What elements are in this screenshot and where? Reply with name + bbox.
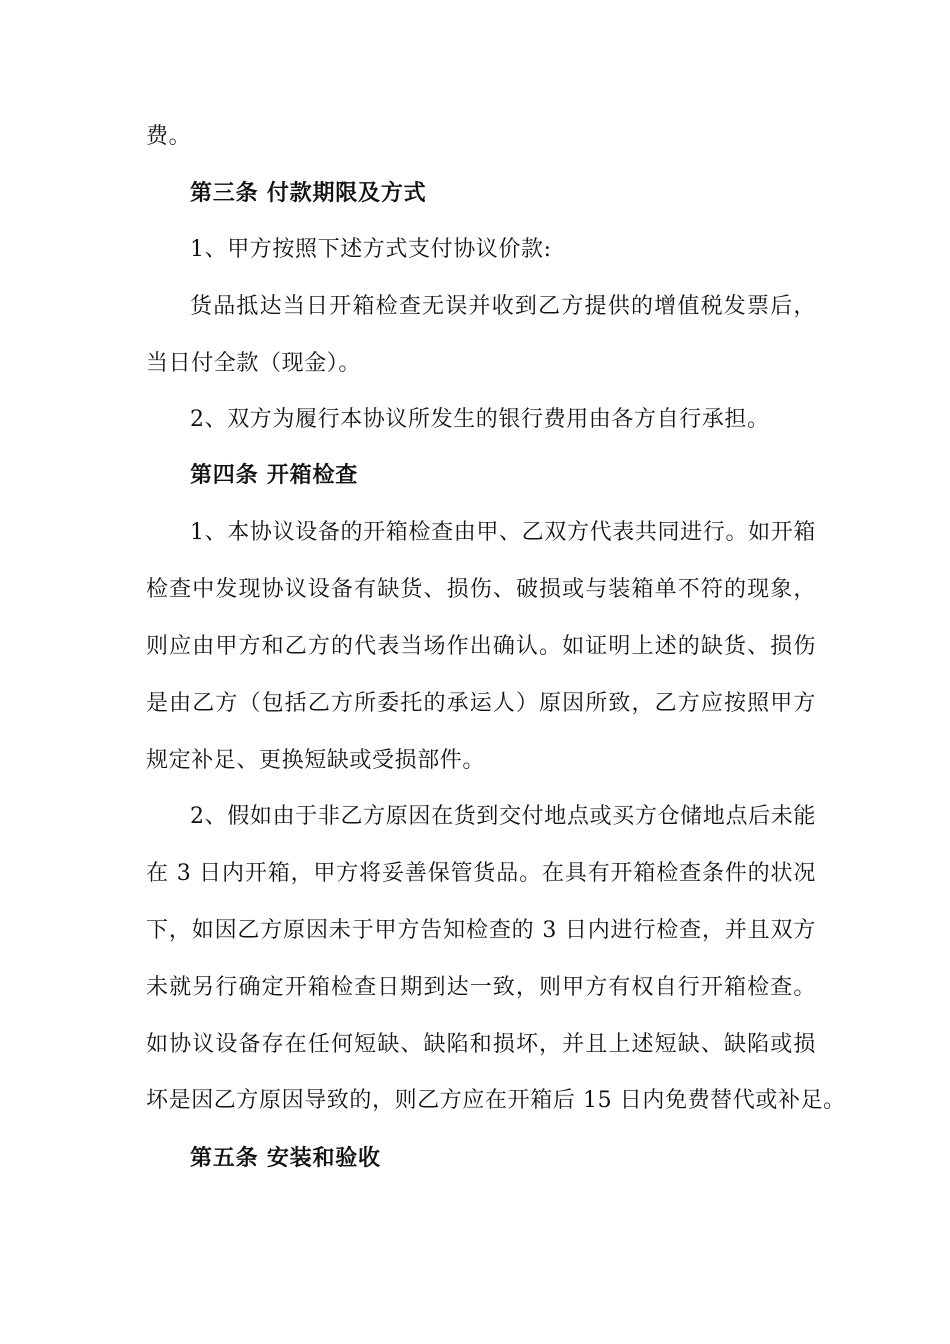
paragraph-line: 如协议设备存在任何短缺、缺陷和损坏，并且上述短缺、缺陷或损: [146, 1032, 816, 1057]
section-heading-article-5: 第五条 安装和验收: [190, 1145, 381, 1171]
paragraph-line: 费。: [146, 124, 192, 149]
paragraph-line: 2、假如由于非乙方原因在货到交付地点或买方仓储地点后未能: [190, 804, 816, 829]
paragraph-line: 2、双方为履行本协议所发生的银行费用由各方自行承担。: [190, 407, 770, 432]
paragraph-line: 1、甲方按照下述方式支付协议价款:: [190, 237, 552, 262]
paragraph-line: 1、本协议设备的开箱检查由甲、乙双方代表共同进行。如开箱: [190, 520, 816, 545]
paragraph-line: 下，如因乙方原因未于甲方告知检查的 3 日内进行检查，并且双方: [146, 918, 816, 943]
paragraph-line: 是由乙方（包括乙方所委托的承运人）原因所致，乙方应按照甲方: [146, 691, 816, 716]
section-heading-article-4: 第四条 开箱检查: [190, 462, 359, 488]
paragraph-line: 则应由甲方和乙方的代表当场作出确认。如证明上述的缺货、损伤: [146, 634, 816, 659]
section-heading-article-3: 第三条 付款期限及方式: [190, 180, 427, 206]
paragraph-line: 检查中发现协议设备有缺货、损伤、破损或与装箱单不符的现象，: [146, 577, 816, 602]
paragraph-line: 在 3 日内开箱，甲方将妥善保管货品。在具有开箱检查条件的状况: [146, 861, 816, 886]
paragraph-line: 当日付全款（现金）。: [146, 351, 362, 376]
paragraph-line: 坏是因乙方原因导致的，则乙方应在开箱后 15 日内免费替代或补足。: [146, 1088, 846, 1113]
paragraph-line: 未就另行确定开箱检查日期到达一致，则甲方有权自行开箱检查。: [146, 975, 816, 1000]
paragraph-line: 规定补足、更换短缺或受损部件。: [146, 748, 486, 773]
paragraph-line: 货品抵达当日开箱检查无误并收到乙方提供的增值税发票后，: [190, 294, 816, 319]
